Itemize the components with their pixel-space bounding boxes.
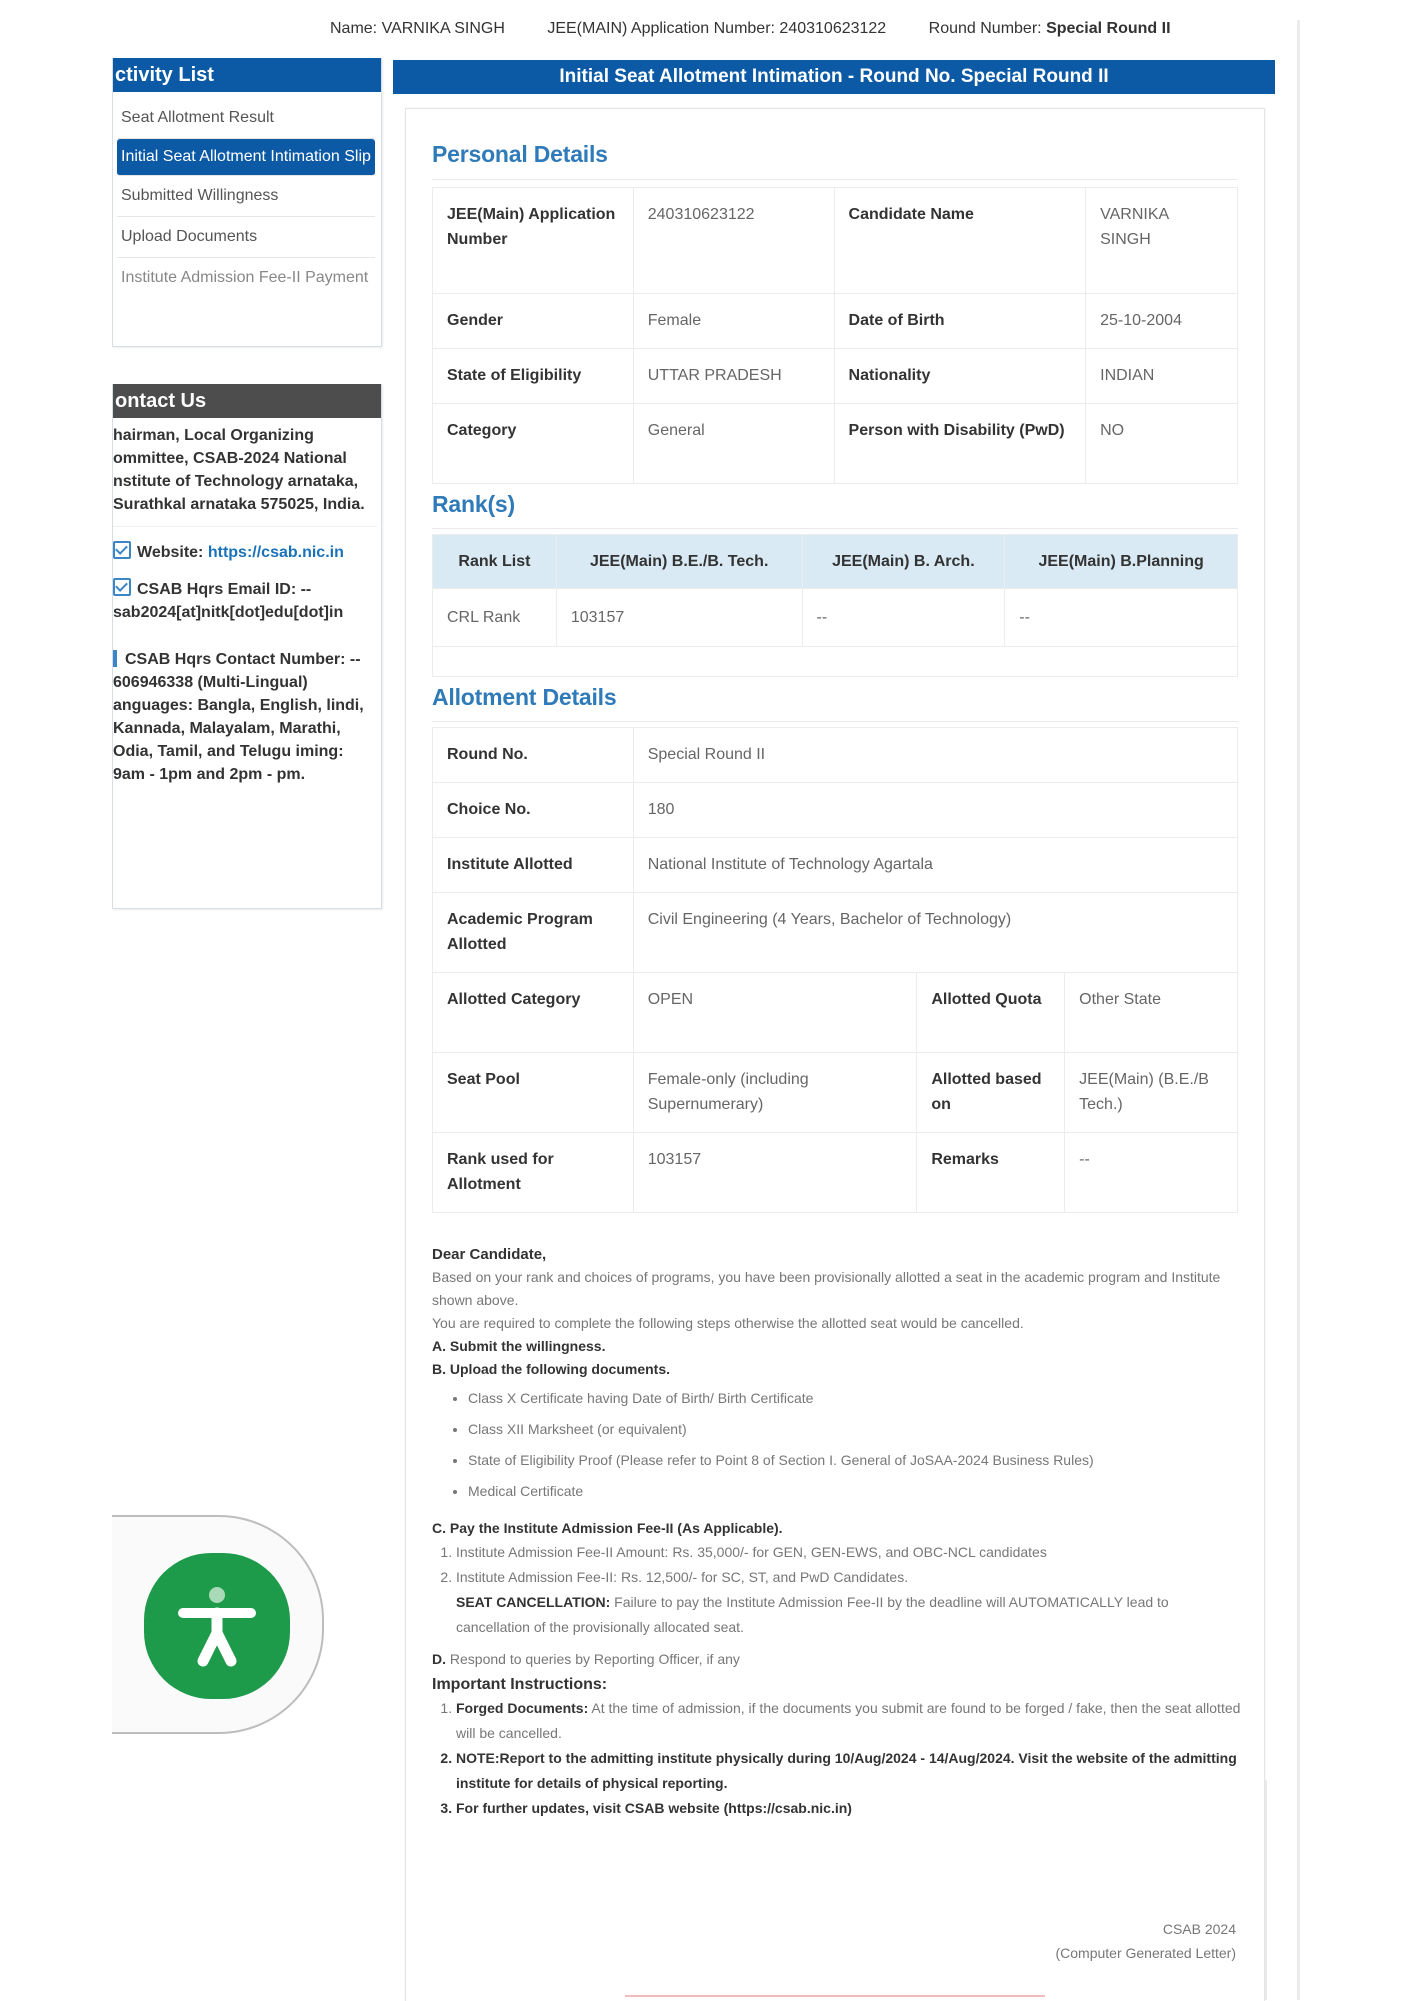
table-cell: 103157: [556, 589, 802, 647]
website-link[interactable]: https://csab.nic.in: [207, 544, 344, 561]
activity-item-intimation-slip[interactable]: Initial Seat Allotment Intimation Slip: [117, 139, 375, 176]
field-value: Female: [633, 294, 834, 349]
table-row: [433, 1053, 1238, 1133]
column-header: JEE(Main) B.Planning: [1005, 535, 1238, 589]
activity-item-upload-documents[interactable]: Upload Documents: [117, 217, 375, 258]
table-cell: --: [802, 589, 1005, 647]
allotment-details-table: [432, 727, 1238, 1213]
personal-details-title: Personal Details: [432, 141, 608, 167]
allotment-details-title: Allotment Details: [432, 684, 617, 710]
contact-email: CSAB Hqrs Email ID: -- sab2024[at]nitk[dot]edu[dot]in: [113, 578, 377, 624]
field-label: Candidate Name: [834, 188, 1086, 294]
activity-item-submitted-willingness[interactable]: Submitted Willingness: [117, 176, 375, 217]
table-row: [433, 349, 1238, 404]
fees-list: [432, 1540, 1242, 1590]
field-label: Category: [433, 404, 634, 484]
contact-us-title: ontact Us: [113, 384, 381, 418]
table-row: [433, 893, 1238, 973]
letter-paragraph: You are required to complete the following steps otherwise the allotted seat would be cancelled.: [432, 1315, 1024, 1331]
table-cell: CRL Rank: [433, 589, 557, 647]
list-item: • Class X Certificate having Date of Birth/ Birth Certificate: [468, 1383, 1242, 1414]
table-row: [433, 589, 1238, 647]
seat-cancellation-note: SEAT CANCELLATION: Failure to pay the Institute Admission Fee-II by the deadline will AUTOMATICALLY lead to cancellation of the provisionally allocated seat.: [456, 1594, 1169, 1635]
list-item: 3. For further updates, visit CSAB website (https://csab.nic.in): [456, 1796, 1242, 1821]
checkbox-icon: [113, 541, 131, 559]
field-label: Nationality: [834, 349, 1086, 404]
field-value: General: [633, 404, 834, 484]
field-label: Allotted Category: [433, 973, 634, 1053]
field-value: 103157: [633, 1133, 917, 1213]
table-row: [433, 728, 1238, 783]
contact-body: [113, 418, 381, 796]
column-header: Rank List: [433, 535, 557, 589]
field-label: Rank used for Allotment: [433, 1133, 634, 1213]
field-value: NO: [1086, 404, 1238, 484]
page-title-bar: Initial Seat Allotment Intimation - Round No. Special Round II: [393, 60, 1275, 94]
email-value: sab2024[at]nitk[dot]edu[dot]in: [113, 604, 344, 621]
field-label: Choice No.: [433, 783, 634, 838]
ranks-table: [432, 534, 1238, 677]
table-row-empty: [433, 647, 1238, 677]
allotment-slip-card: [405, 108, 1265, 2001]
candidate-info-bar: [330, 20, 1270, 50]
divider: [432, 179, 1238, 180]
letter-footer: [1055, 1917, 1236, 1965]
field-label: Institute Allotted: [433, 838, 634, 893]
important-instructions-title: Important Instructions:: [432, 1676, 608, 1693]
round-number-info: Round Number: Special Round II: [928, 20, 1171, 37]
column-header: JEE(Main) B.E./B. Tech.: [556, 535, 802, 589]
letter-greeting: Dear Candidate,: [432, 1246, 547, 1263]
contact-number: CSAB Hqrs Contact Number: -- 606946338 (Multi-Lingual) anguages: Bangla, English, lindi, Kannada, Malayalam, Marathi, Odia, Tamil, and Telugu iming: 9am - 1pm and 2pm - pm.: [113, 651, 364, 783]
step-b: B. Upload the following documents.: [432, 1361, 670, 1377]
field-label: Allotted Quota: [917, 973, 1065, 1053]
column-header: JEE(Main) B. Arch.: [802, 535, 1005, 589]
field-value: 240310623122: [633, 188, 834, 294]
divider: [432, 721, 1238, 722]
page-edge-line: [1297, 20, 1300, 2000]
contact-us-panel: [112, 384, 382, 909]
table-row: [433, 294, 1238, 349]
activity-item-admission-fee-payment[interactable]: Institute Admission Fee-II Payment: [121, 269, 369, 286]
accessibility-button[interactable]: [144, 1553, 290, 1699]
checkbox-icon: [113, 578, 131, 596]
field-value: JEE(Main) (B.E./B Tech.): [1065, 1053, 1238, 1133]
table-row: [433, 973, 1238, 1053]
personal-details-table: [432, 187, 1238, 484]
bar-icon: [113, 650, 117, 667]
list-item: 1. Institute Admission Fee-II Amount: Rs. 35,000/- for GEN, GEN-EWS, and OBC-NCL candidates: [456, 1540, 1242, 1565]
field-label: Academic Program Allotted: [433, 893, 634, 973]
footer-org: CSAB 2024: [1162, 1921, 1236, 1937]
field-value: Civil Engineering (4 Years, Bachelor of Technology): [633, 893, 1237, 973]
field-label: Remarks: [917, 1133, 1065, 1213]
divider: [432, 528, 1238, 529]
field-label: JEE(Main) Application Number: [433, 188, 634, 294]
table-row: [433, 188, 1238, 294]
table-row: [433, 783, 1238, 838]
documents-list: [432, 1383, 1242, 1507]
field-label: State of Eligibility: [433, 349, 634, 404]
field-value: VARNIKA SINGH: [1086, 188, 1238, 294]
field-label: Seat Pool: [433, 1053, 634, 1133]
field-value: Other State: [1065, 973, 1238, 1053]
contact-website: Website: https://csab.nic.in: [113, 541, 377, 564]
field-value: UTTAR PRADESH: [633, 349, 834, 404]
accessibility-widget: [112, 1515, 324, 1734]
field-label: Gender: [433, 294, 634, 349]
field-value: --: [1065, 1133, 1238, 1213]
list-item: 1. Forged Documents: At the time of admission, if the documents you submit are found to be forged / fake, then the seat allotted will be cancelled.: [456, 1696, 1242, 1746]
table-row: [433, 1133, 1238, 1213]
field-label: Person with Disability (PwD): [834, 404, 1086, 484]
activity-list: [113, 92, 381, 302]
bottom-accent-line: [625, 1995, 1045, 1997]
list-item: 2. Institute Admission Fee-II: Rs. 12,500/- for SC, ST, and PwD Candidates.: [456, 1565, 1242, 1590]
field-label: Allotted based on: [917, 1053, 1065, 1133]
list-item: • Class XII Marksheet (or equivalent): [468, 1414, 1242, 1445]
field-value: Special Round II: [633, 728, 1237, 783]
activity-list-panel: [112, 58, 382, 347]
step-d: D. Respond to queries by Reporting Officer, if any: [432, 1651, 740, 1667]
field-value: OPEN: [633, 973, 917, 1053]
list-item: 2. NOTE:Report to the admitting institute physically during 10/Aug/2024 - 14/Aug/2024. Visit the website of the admitting institute for details of physical reporting.: [456, 1746, 1242, 1796]
instructions-letter: [432, 1243, 1242, 1821]
candidate-name-info: Name: VARNIKA SINGH: [330, 20, 505, 37]
step-a: A. Submit the willingness.: [432, 1338, 606, 1354]
list-item: • State of Eligibility Proof (Please refer to Point 8 of Section I. General of JoSAA-2024 Business Rules): [468, 1445, 1242, 1476]
step-c: C. Pay the Institute Admission Fee-II (As Applicable).: [432, 1520, 783, 1536]
table-header-row: [433, 535, 1238, 589]
table-row: [433, 838, 1238, 893]
footer-note: (Computer Generated Letter): [1055, 1945, 1236, 1961]
field-label: Date of Birth: [834, 294, 1086, 349]
field-value: 25-10-2004: [1086, 294, 1238, 349]
contact-address: hairman, Local Organizing ommittee, CSAB-2024 National nstitute of Technology arnataka, Surathkal arnataka 575025, India.: [113, 424, 377, 527]
table-row: [433, 404, 1238, 484]
activity-item-seat-allotment-result[interactable]: Seat Allotment Result: [117, 98, 375, 139]
list-item: • Medical Certificate: [468, 1476, 1242, 1507]
ranks-title: Rank(s): [432, 491, 515, 517]
activity-list-title: ctivity List: [113, 58, 381, 92]
important-instructions-list: [432, 1696, 1242, 1821]
field-label: Round No.: [433, 728, 634, 783]
field-value: INDIAN: [1086, 349, 1238, 404]
contact-number-value: 606946338 (Multi-Lingual) anguages: Bangla, English, lindi, Kannada, Malayalam, Marathi, Odia, Tamil, and Telugu iming: 9am - 1pm and 2pm - pm.: [113, 674, 364, 783]
field-value: National Institute of Technology Agartala: [633, 838, 1237, 893]
field-value: Female-only (including Supernumerary): [633, 1053, 917, 1133]
field-value: 180: [633, 783, 1237, 838]
letter-paragraph: Based on your rank and choices of programs, you have been provisionally allotted a seat in the academic program and Institute shown above.: [432, 1269, 1221, 1308]
table-cell: --: [1005, 589, 1238, 647]
accessibility-icon: [177, 1581, 257, 1671]
application-number-info: JEE(MAIN) Application Number: 240310623122: [547, 20, 887, 37]
page-edge-line: [1265, 1780, 1267, 2000]
